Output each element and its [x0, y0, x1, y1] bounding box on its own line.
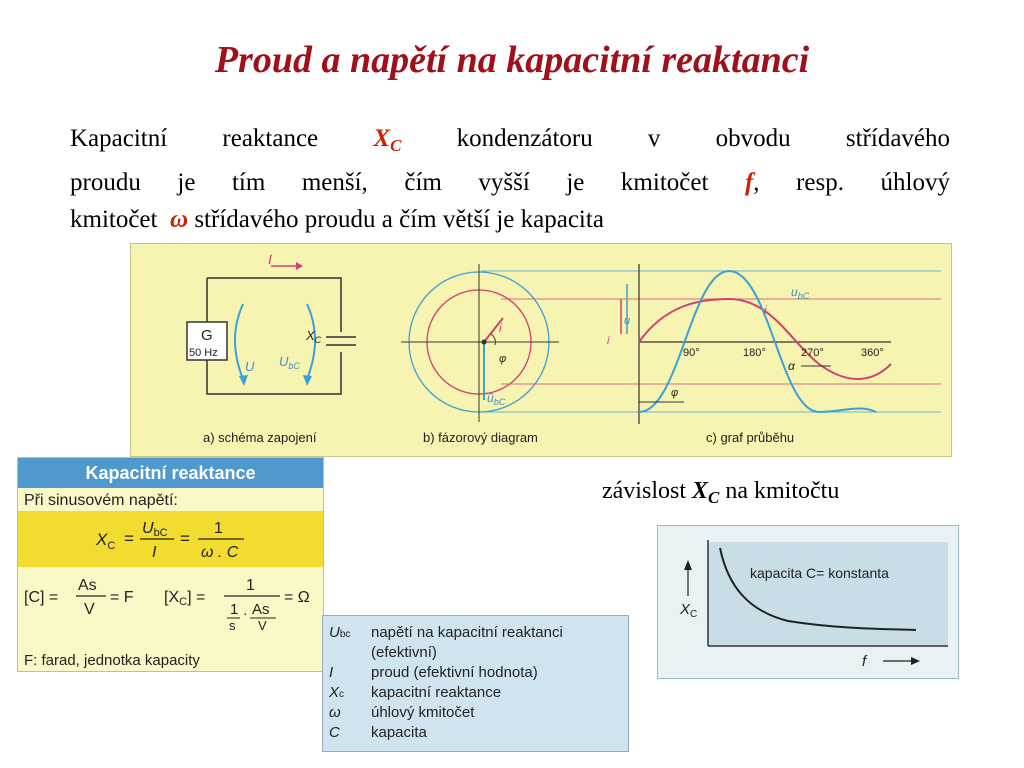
- reactance-curve-plot: [658, 526, 958, 678]
- intro-paragraph: [70, 120, 950, 238]
- curve-u-label: $u_{bC}$: [791, 285, 810, 301]
- svg-text:I: I: [152, 544, 157, 561]
- phasor-origin: [482, 340, 487, 345]
- legend-row: (efektivní): [371, 644, 437, 661]
- curve-i-label: i: [764, 303, 767, 317]
- dependence-caption: závislost $X_C$ na kmitočtu: [602, 478, 840, 507]
- svg-text:s: s: [229, 618, 236, 630]
- sinus-intro: Při sinusovém napětí:: [24, 492, 178, 509]
- phasor-phi-label: φ: [499, 353, 507, 365]
- xc-label: $X_C$: [306, 328, 322, 345]
- svg-text:UbC: UbC: [142, 520, 168, 539]
- symbol-legend: [322, 615, 629, 752]
- svg-text:V: V: [84, 601, 95, 618]
- intro-line-1: Kapacitní reaktance $X_C$ kondenzátoru v obvodu střídavého: [70, 125, 951, 155]
- tick-180: 180°: [743, 347, 766, 359]
- graph-constant-label: kapacita C= konstanta: [750, 565, 889, 581]
- phasor-i-label: i: [499, 321, 502, 335]
- phasor-u-label: $û_{bC}$: [487, 391, 506, 407]
- formula-1: [18, 511, 323, 567]
- svg-text:[XC] =: [XC] =: [164, 589, 206, 608]
- legend-row: Xc kapacitní reaktance: [329, 684, 502, 701]
- graph-x-label: f: [862, 653, 867, 670]
- svg-text:1: 1: [246, 577, 255, 594]
- svg-text:1: 1: [214, 520, 223, 537]
- tick-270: 270°: [801, 347, 824, 359]
- current-label: I: [268, 251, 272, 267]
- svg-text:·: ·: [243, 605, 248, 621]
- formula-units: [18, 570, 323, 630]
- svg-text:= Ω: = Ω: [284, 589, 310, 606]
- formula-band: [18, 511, 323, 567]
- phi-shift-label: φ: [671, 387, 679, 399]
- page-title: Proud a napětí na kapacitní reaktanci: [214, 39, 810, 81]
- farad-note: F: farad, jednotka kapacity: [24, 652, 200, 669]
- circuit-figure: [130, 243, 952, 457]
- legend-row: C kapacita: [329, 724, 427, 741]
- intro-line-2: proudu je tím menší, čím vyšší je kmitočet f, resp. úhlový: [70, 169, 950, 196]
- reactance-formula-box: [17, 457, 324, 672]
- svg-text:1: 1: [230, 601, 239, 618]
- svg-text:ω . C: ω . C: [201, 544, 239, 561]
- legend-row: ω úhlový kmitočet: [329, 704, 475, 721]
- svg-text:As: As: [252, 601, 270, 618]
- circuit-figure-drawing: [131, 244, 951, 456]
- ubc-label: $U_{bC}$: [279, 354, 300, 371]
- u-label: U: [245, 359, 255, 374]
- reactance-frequency-graph: [657, 525, 959, 679]
- legend-row: I proud (efektivní hodnota): [329, 664, 538, 681]
- svg-text:As: As: [78, 577, 97, 594]
- tick-360: 360°: [861, 347, 884, 359]
- reactance-box-heading: Kapacitní reaktance: [18, 458, 323, 488]
- omega-symbol: ω: [169, 206, 189, 233]
- frequency-label: 50 Hz: [189, 347, 218, 359]
- xc-symbol: $X_C$: [373, 125, 402, 155]
- svg-text:= F: = F: [110, 589, 134, 606]
- svg-text:=: =: [124, 529, 134, 548]
- dependence-xc: $X_C$: [692, 478, 720, 507]
- caption-phasor: b) fázorový diagram: [423, 430, 538, 445]
- intro-line-3: kmitočet ω střídavého proudu a čím větší je kapacita: [70, 206, 604, 233]
- axis-i-label: i: [607, 335, 610, 347]
- generator-label: G: [201, 327, 213, 344]
- graph-y-label: $X_C$: [680, 601, 698, 620]
- tick-90: 90°: [683, 347, 700, 359]
- svg-text:V: V: [258, 618, 267, 630]
- svg-text:[C] =: [C] =: [24, 589, 59, 606]
- svg-text:=: =: [180, 529, 190, 548]
- f-symbol: f: [744, 169, 754, 196]
- waveform-graph: [621, 264, 891, 424]
- svg-text:XC: $X_C$: [96, 530, 116, 552]
- axis-u-label: u: [624, 315, 631, 327]
- caption-graph: c) graf průběhu: [706, 430, 795, 445]
- legend-row: Ubc napětí na kapacitní reaktanci: [329, 624, 563, 641]
- alpha-label: α: [788, 359, 795, 373]
- caption-schematic: a) schéma zapojení: [203, 430, 317, 445]
